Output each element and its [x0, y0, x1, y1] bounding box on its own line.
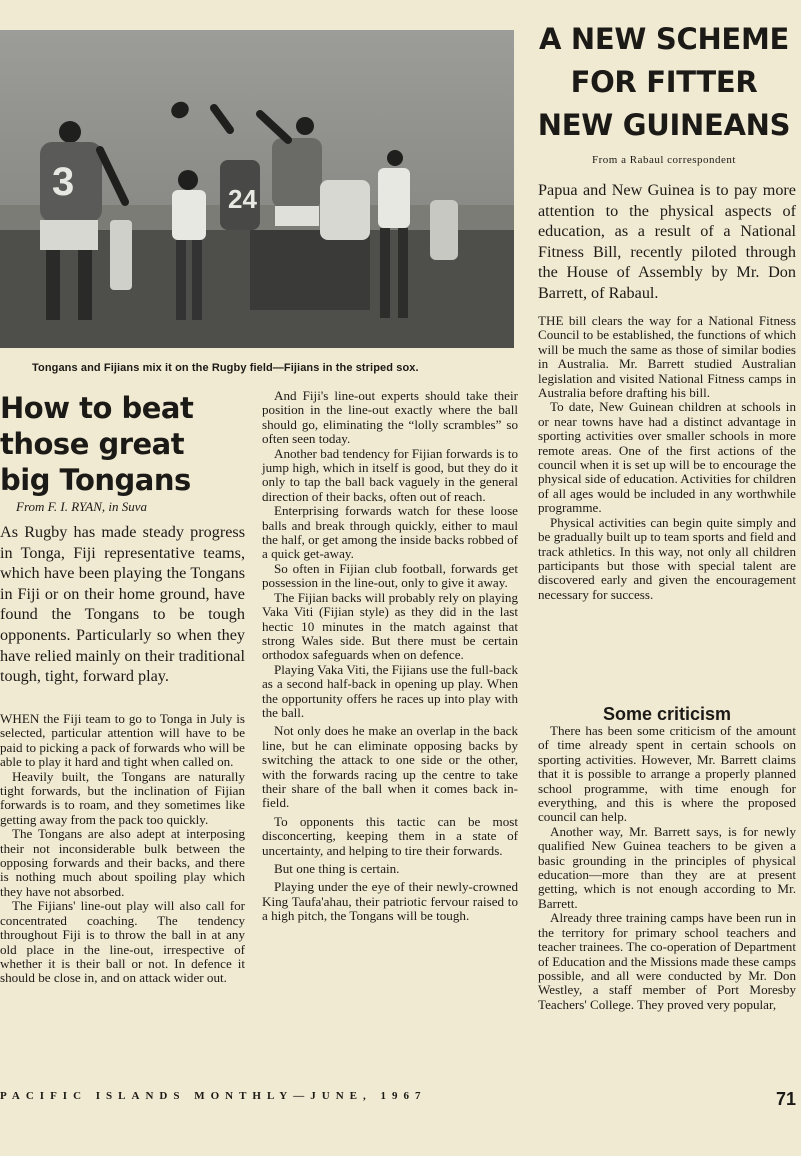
- paragraph: WHEN the Fiji team to go to Tonga in July is selected, particular attention will have to be paid to picking a pack of forwards who will be able to play it hard and tight when called on.: [0, 711, 245, 770]
- paragraph: There has been some criticism of the amount of time already spent in certain schools on sporting activities. However, Mr. Barrett claims that it is possible to arrange a properly planned school programme, with time enough for everything, and this is where the proposed council can help.: [538, 723, 796, 825]
- headline-line-2: FOR FITTER: [570, 65, 758, 99]
- rugby-photo: [0, 30, 514, 348]
- left-article-byline: From F. I. RYAN, in Suva: [16, 499, 148, 514]
- lead-paragraph: Papua and New Guinea is to pay more attention to the physical aspects of education, as a result of a National Fitness Bill, recently piloted through the House of Assembly by Mr. Don Barrett, of Rabaul.: [538, 181, 796, 302]
- right-article-body: [538, 314, 796, 602]
- paragraph: Playing Vaka Viti, the Fijians use the full-back as a second half-back in opening up play. When the opportunity offers he races up into play with the ball.: [262, 661, 518, 720]
- paragraph: Another bad tendency for Fijian forwards is to jump high, which in itself is good, but they do it only to tap the ball back vaguely in the general direction of their backs, often out of reach.: [262, 445, 518, 504]
- paragraph: Not only does he make an overlap in the back line, but he can eliminate opposing backs by switching the attack to one side or the other, with the forwards racing up the centre to take their share of the ball when it comes back in-field.: [262, 723, 518, 811]
- paragraph: So often in Fijian club football, forwards get possession in the line-out, only to give it away.: [262, 560, 518, 591]
- right-article-headline: [533, 18, 795, 147]
- right-article-lead: [538, 180, 796, 304]
- right-article-body-2: [538, 724, 796, 1012]
- headline-line-1: A NEW SCHEME: [538, 22, 790, 56]
- section-subheading: Some criticism: [602, 704, 732, 724]
- headline-line-1: How to beat: [0, 391, 194, 425]
- headline-line-2: those great: [0, 427, 185, 461]
- paragraph: Playing under the eye of their newly-crowned King Taufa'ahau, their patriotic fervour raised to a high pitch, the Tongans will be tough.: [262, 879, 518, 924]
- left-article-lead: [0, 522, 245, 687]
- paragraph: Heavily built, the Tongans are naturally tight forwards, but the inclination of Fijian forwards is to roam, and they sometimes like getting away from the pack too quickly.: [0, 768, 245, 827]
- paragraph: Enterprising forwards watch for these loose balls and break through quickly, either to maul the half, or get among the inside backs robbed of a quick get-away.: [262, 503, 518, 562]
- right-article-byline: From a Rabaul correspondent: [592, 154, 736, 166]
- running-footer: PACIFIC ISLANDS MONTHLY—JUNE, 1967: [0, 1090, 427, 1102]
- lead-paragraph: As Rugby has made steady progress in Tonga, Fiji representative teams, which have been playing the Tongans in Fiji or on their home ground, have found the Tongans to be tough opponents. Particularly so when they have relied mainly on their traditional tough, tight, forward play.: [0, 523, 245, 686]
- paragraph: Physical activities can begin quite simply and be gradually built up to team sports and field and track athletics. In this way, not only all children participants but those with special talent are discovered early and given the encouragement necessary for success.: [538, 514, 796, 602]
- paragraph: And Fiji's line-out experts should take their position in the line-out exactly where the ball should go, eliminating the “lolly scrambles” so often seen today.: [262, 388, 518, 447]
- paragraph: To date, New Guinean children at schools in or near towns have had a distinct advantage in sporting activities over smaller schools in more remote areas. One of the first actions of the council when it is set up will be to encourage the physical side of education. Activities for children of all ages would be included in any worthwhile programme.: [538, 399, 796, 516]
- headline-line-3: NEW GUINEANS: [537, 108, 791, 142]
- left-article-column-1: [0, 712, 245, 986]
- headline-line-3: big Tongans: [0, 463, 191, 497]
- paragraph: The Fijians' line-out play will also call for concentrated coaching. The tendency throughout Fiji is to throw the ball in at any old place in the line-out, irrespective of whether it is their ball or not. In defence it should be close in, and on attack wider out.: [0, 898, 245, 986]
- paragraph: The Tongans are also adept at interposing their not inconsiderable bulk between the opposing forwards and their backs, and there is nothing much about spoiling play which they have not absorbed.: [0, 826, 245, 899]
- svg-text:24: 24: [228, 184, 257, 214]
- paragraph: Already three training camps have been run in the territory for primary school teachers and teacher trainees. The co-operation of Department of Education and the Missions made these camps possible, and all were conducted by Mr. Don Westley, a staff member of Port Moresby Teachers' College. They proved very popular,: [538, 910, 796, 1012]
- paragraph: The Fijian backs will probably rely on playing Vaka Viti (Fijian style) as they did in the last hectic 10 minutes in the match against that strong Wales side. But there must be certain orthodox safeguards when on defence.: [262, 589, 518, 663]
- paragraph: To opponents this tactic can be most disconcerting, keeping them in a state of uncertainty, and helping to tire their forwards.: [262, 813, 518, 858]
- photo-caption: Tongans and Fijians mix it on the Rugby field—Fijians in the striped sox.: [32, 362, 419, 374]
- paragraph: But one thing is certain.: [274, 861, 400, 876]
- paragraph: THE bill clears the way for a National Fitness Council to be established, the functions of which will be much the same as those of similar bodies in Australia. Mr. Barrett studied Australian legislation and visited National Fitness camps in Australia before drafting his bill.: [538, 313, 796, 401]
- svg-text:3: 3: [52, 160, 75, 204]
- page-number: 71: [776, 1089, 797, 1109]
- left-article-column-2: [262, 389, 518, 924]
- left-article-headline: [0, 390, 250, 498]
- paragraph: Another way, Mr. Barrett says, is for newly qualified New Guinea teachers to be given a basic grounding in the principles of physical education—more than they are at present getting, which is not enough according to Mr. Barrett.: [538, 823, 796, 911]
